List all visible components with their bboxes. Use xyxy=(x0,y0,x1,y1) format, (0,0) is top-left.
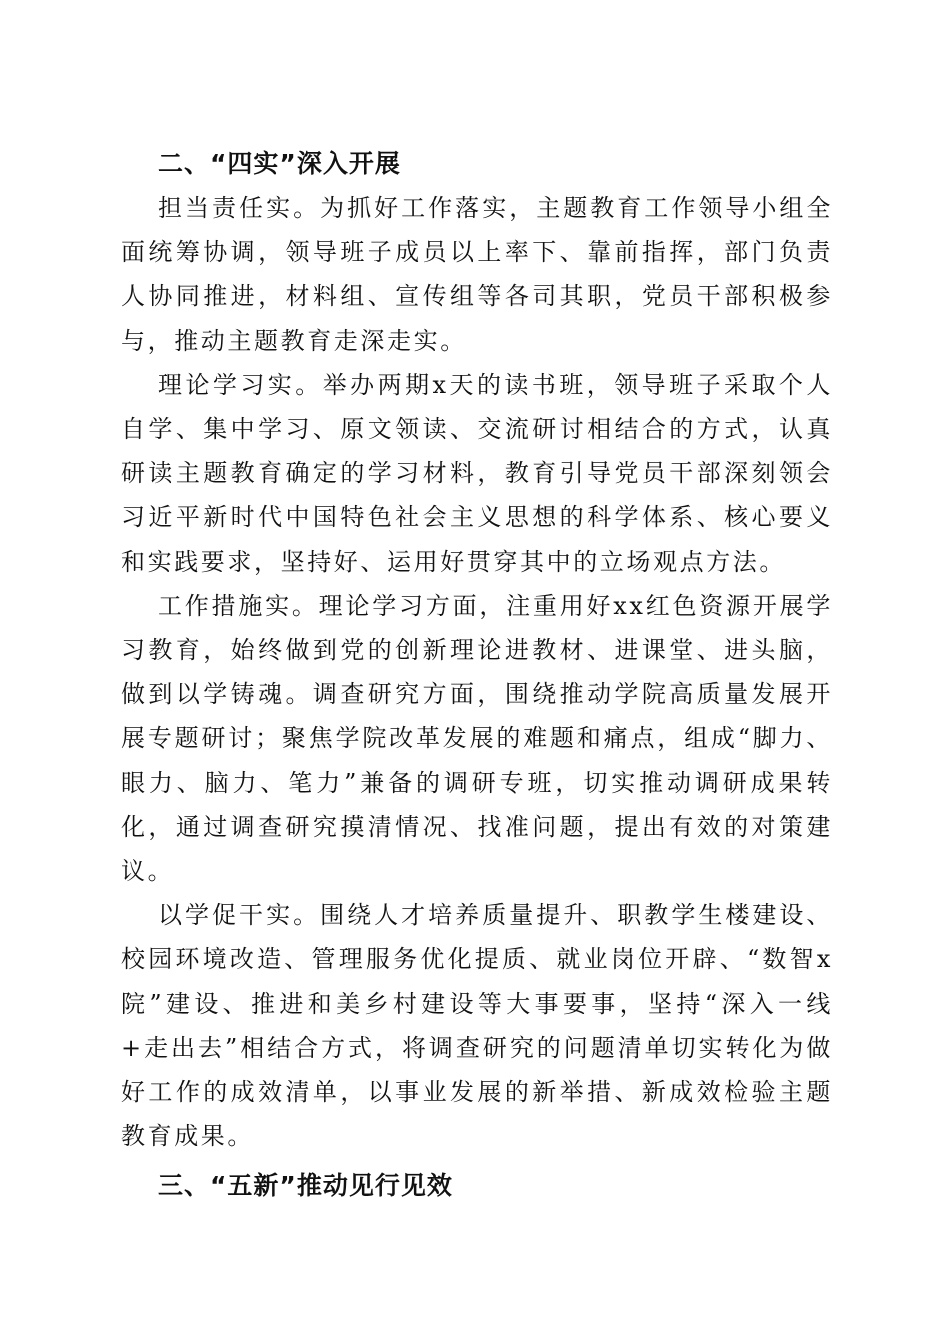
document-body xyxy=(121,142,833,1208)
section-heading-two: 二、“四实”深入开展 xyxy=(158,149,401,178)
paragraph-study-promotes-work: 以学促干实。围绕人才培养质量提升、职教学生楼建设、校园环境改造、管理服务优化提质、就业岗位开辟、“数智x院”建设、推进和美乡村建设等大事要事，坚持“深入一线+走出去”相结合方式，将调查研究的问题清单切实转化为做好工作的成效清单，以事业发展的新举措、新成效检验主题教育成果。 xyxy=(121,901,833,1151)
paragraph-theory-study: 理论学习实。举办两期x天的读书班，领导班子采取个人自学、集中学习、原文领读、交流研讨相结合的方式，认真研读主题教育确定的学习材料，教育引导党员干部深刻领会习近平新时代中国特色社会主义思想的科学体系、核心要义和实践要求，坚持好、运用好贯穿其中的立场观点方法。 xyxy=(121,370,833,576)
section-heading-three: 三、“五新”推动见行见效 xyxy=(158,1171,453,1201)
paragraph-work-measures: 工作措施实。理论学习方面，注重用好xx红色资源开展学习教育，始终做到党的创新理论进教材、进课堂、进头脑，做到以学铸魂。调查研究方面，围绕推动学院高质量发展开展专题研讨；聚焦学院改革发展的难题和痛点，组成“脚力、眼力、脑力、笔力”兼备的调研专班，切实推动调研成果转化，通过调查研究摸清情况、找准问题，提出有效的对策建议。 xyxy=(121,591,833,886)
paragraph-responsibility: 担当责任实。为抓好工作落实，主题教育工作领导小组全面统筹协调，领导班子成员以上率下、靠前指挥，部门负责人协同推进，材料组、宣传组等各司其职，党员干部积极参与，推动主题教育走深走实。 xyxy=(121,194,833,355)
